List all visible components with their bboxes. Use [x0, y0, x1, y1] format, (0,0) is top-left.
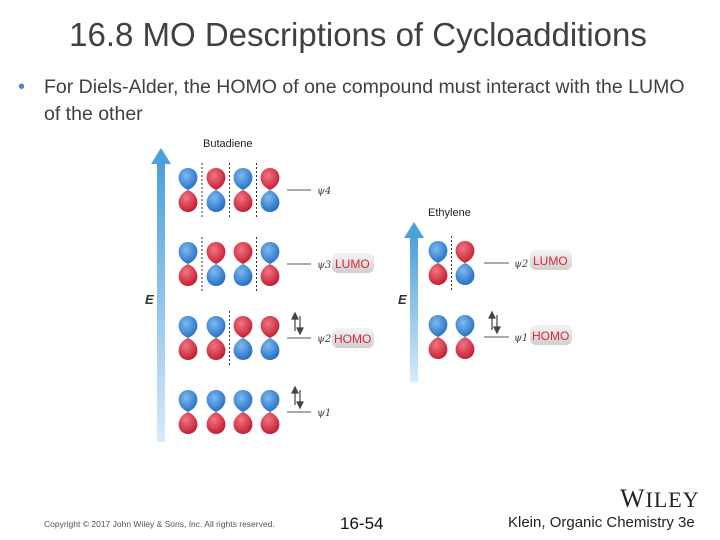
butadiene-label: Butadiene: [203, 138, 253, 150]
psi1-orbital-4-top-lobe: [261, 390, 280, 412]
psi4-orbital-1-bottom-lobe: [179, 190, 198, 212]
energy-label-ethylene: E: [398, 292, 407, 307]
energy-axis-butadiene: [157, 160, 165, 442]
psi3-orbital-2-bottom-lobe: [207, 264, 226, 286]
psi4-orbital-2-top-lobe: [207, 168, 226, 190]
eth-psi2-orbital-2-bottom-lobe: [456, 263, 475, 285]
psi1-orbital-3-top-lobe: [234, 390, 253, 412]
level-label-psi1: ψ1: [317, 408, 332, 419]
psi3-orbital-4-bottom-lobe: [261, 264, 280, 286]
psi4-orbital-4-bottom-lobe: [261, 190, 280, 212]
electron-pair-psi2: [292, 313, 303, 334]
slide-title: 16.8 MO Descriptions of Cycloadditions: [69, 16, 647, 53]
slide-number: 16-54: [340, 514, 384, 533]
eth-psi1-orbital-2-bottom-lobe: [456, 337, 475, 359]
ethylene-orbitals: [429, 236, 475, 359]
psi2-orbital-4-bottom-lobe: [261, 338, 280, 360]
psi4-orbital-4-top-lobe: [261, 168, 280, 190]
eth-psi2-orbital-1-top-lobe: [429, 241, 448, 263]
copyright-notice: Copyright © 2017 John Wiley & Sons, Inc. All rights reserved.: [44, 519, 275, 529]
psi2-orbital-3-top-lobe: [234, 316, 253, 338]
energy-axis-ethylene: [410, 234, 418, 382]
psi2-orbital-1-top-lobe: [179, 316, 198, 338]
psi2-orbital-4-top-lobe: [261, 316, 280, 338]
psi4-orbital-2-bottom-lobe: [207, 190, 226, 212]
psi1-orbital-1-top-lobe: [179, 390, 198, 412]
psi3-orbital-4-top-lobe: [261, 242, 280, 264]
level-label-psi4: ψ4: [317, 186, 332, 197]
ethylene-label: Ethylene: [428, 207, 471, 219]
electron-pair-psi1: [292, 387, 303, 408]
psi3-orbital-2-top-lobe: [207, 242, 226, 264]
psi2-orbital-3-bottom-lobe: [234, 338, 253, 360]
lumo-label-butadiene: LUMO: [335, 257, 370, 271]
psi1-orbital-1-bottom-lobe: [179, 412, 198, 434]
level-label-eth-psi2: ψ2: [514, 259, 529, 270]
psi1-orbital-4-bottom-lobe: [261, 412, 280, 434]
psi2-orbital-2-top-lobe: [207, 316, 226, 338]
lumo-label-ethylene: LUMO: [533, 254, 568, 268]
energy-label-butadiene: E: [145, 292, 154, 307]
book-credit: Klein, Organic Chemistry 3e: [508, 514, 695, 531]
energy-arrowhead-ethylene: [404, 222, 424, 238]
eth-psi2-orbital-1-bottom-lobe: [429, 263, 448, 285]
electron-pair-eth-psi1: [489, 312, 500, 333]
psi3-orbital-3-top-lobe: [234, 242, 253, 264]
eth-psi1-orbital-1-bottom-lobe: [429, 337, 448, 359]
energy-arrowhead-butadiene: [151, 148, 171, 164]
psi4-orbital-3-top-lobe: [234, 168, 253, 190]
psi3-orbital-1-top-lobe: [179, 242, 198, 264]
wiley-logo: WILEY: [620, 484, 700, 513]
bullet-marker: •: [18, 76, 26, 98]
psi2-orbital-2-bottom-lobe: [207, 338, 226, 360]
eth-psi2-orbital-2-top-lobe: [456, 241, 475, 263]
psi3-orbital-1-bottom-lobe: [179, 264, 198, 286]
butadiene-orbitals: [179, 163, 280, 434]
psi1-orbital-2-top-lobe: [207, 390, 226, 412]
eth-psi1-orbital-1-top-lobe: [429, 315, 448, 337]
level-label-psi3: ψ3: [317, 260, 332, 271]
psi1-orbital-3-bottom-lobe: [234, 412, 253, 434]
psi1-orbital-2-bottom-lobe: [207, 412, 226, 434]
psi4-orbital-1-top-lobe: [179, 168, 198, 190]
psi4-orbital-3-bottom-lobe: [234, 190, 253, 212]
level-label-eth-psi1: ψ1: [514, 333, 529, 344]
eth-psi1-orbital-2-top-lobe: [456, 315, 475, 337]
homo-label-ethylene: HOMO: [532, 329, 570, 343]
bullet-text: For Diels-Alder, the HOMO of one compound must interact with the LUMO of the other: [44, 76, 685, 125]
psi2-orbital-1-bottom-lobe: [179, 338, 198, 360]
psi3-orbital-3-bottom-lobe: [234, 264, 253, 286]
homo-label-butadiene: HOMO: [334, 332, 372, 346]
level-label-psi2: ψ2: [317, 334, 332, 345]
